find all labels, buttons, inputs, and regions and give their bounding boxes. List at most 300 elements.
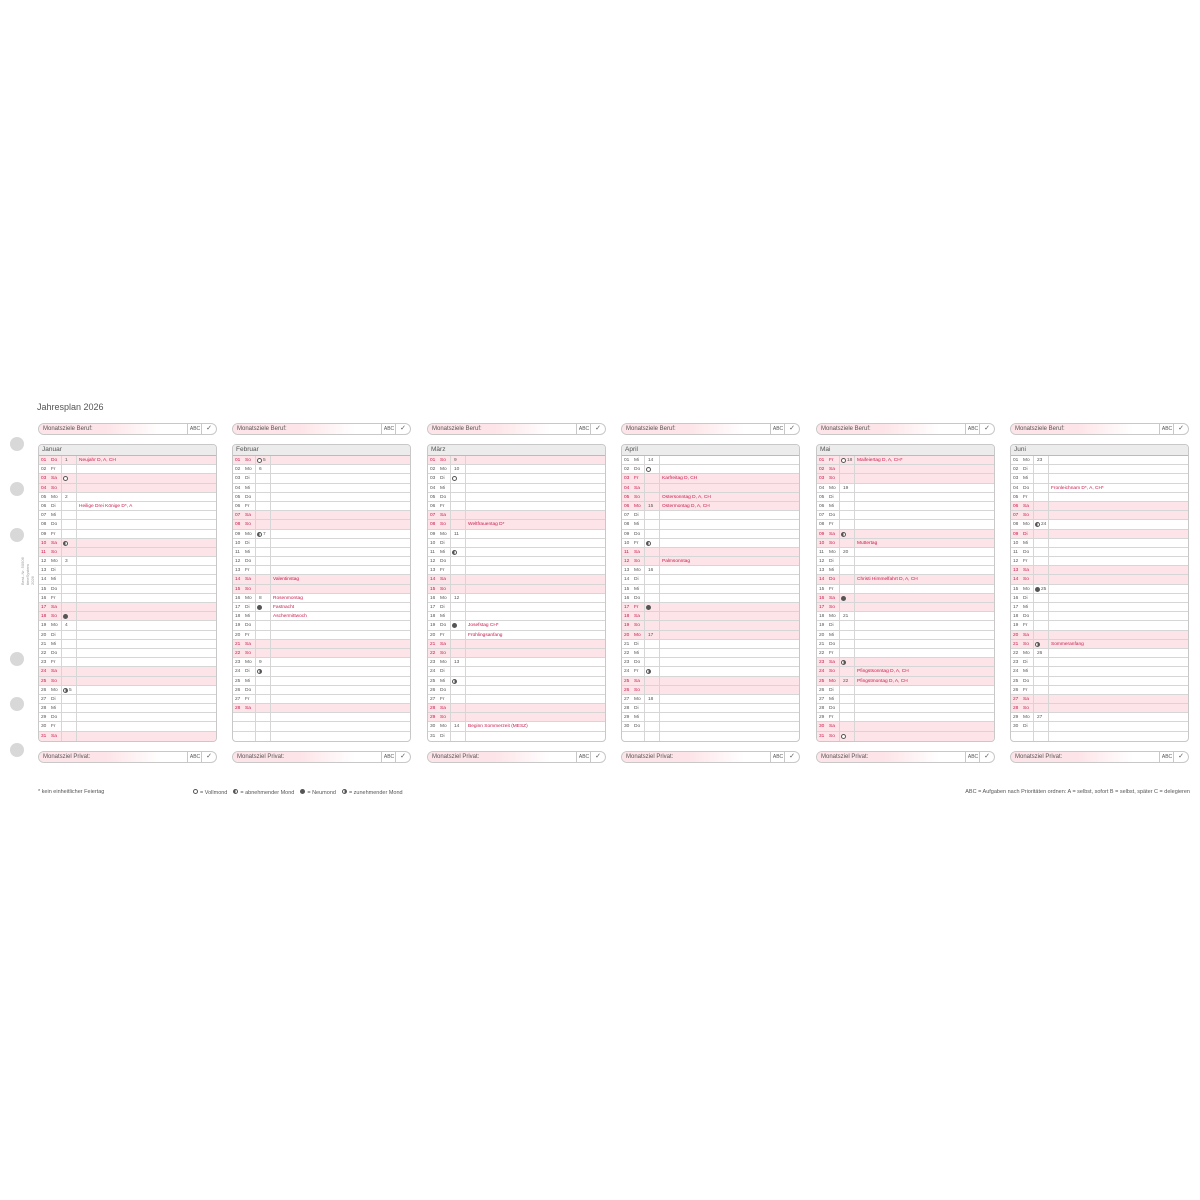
week-cell [839,667,855,675]
day-row[interactable] [39,722,216,731]
day-row[interactable] [233,658,410,667]
day-row[interactable] [39,649,216,658]
weekday: Mi [245,485,251,491]
day-row[interactable] [622,658,799,667]
legend-label: = abnehmender Mond [240,789,295,796]
day-row[interactable] [817,677,994,686]
day-row[interactable] [817,603,994,612]
day-row[interactable] [39,520,216,529]
day-row[interactable] [428,722,605,731]
day-row[interactable] [1011,603,1188,612]
weekday: Di [1023,531,1028,537]
day-number: 14 [1013,577,1019,583]
day-number: 07 [235,513,241,519]
day-row[interactable] [428,557,605,566]
day-row[interactable] [428,566,605,575]
day-row[interactable] [39,713,216,722]
check-box[interactable]: ✓ [784,752,799,762]
week-number: 4 [65,623,68,629]
weekday: Di [829,623,834,629]
day-row[interactable] [817,695,994,704]
goal-privat-field[interactable] [816,751,995,763]
day-number: 12 [819,559,825,565]
day-row[interactable] [1011,640,1188,649]
day-row[interactable] [428,621,605,630]
day-row[interactable] [1011,612,1188,621]
day-row[interactable] [622,484,799,493]
weekday: Mo [634,632,641,638]
check-box[interactable]: ✓ [1173,752,1188,762]
day-row[interactable] [817,704,994,713]
weekday: Do [634,467,641,473]
day-row[interactable] [39,621,216,630]
week-number: 15 [648,503,654,509]
goal-beruf-field[interactable] [427,423,606,435]
day-row[interactable] [428,520,605,529]
month-grid [621,444,800,742]
day-row[interactable] [622,686,799,695]
day-row[interactable] [817,667,994,676]
empty-row[interactable] [233,732,410,741]
day-row[interactable] [428,704,605,713]
day-row[interactable] [233,695,410,704]
day-number: 07 [1013,513,1019,519]
goal-beruf-field[interactable] [621,423,800,435]
day-row[interactable] [39,484,216,493]
weekday: Fr [1023,687,1028,693]
day-row[interactable] [1011,677,1188,686]
abc-priority-box[interactable]: ABC [770,424,785,434]
check-box[interactable]: ✓ [395,424,410,434]
day-row[interactable] [1011,695,1188,704]
day-row[interactable] [817,465,994,474]
day-row[interactable] [39,575,216,584]
day-row[interactable] [39,539,216,548]
weekday: Mi [634,586,640,592]
day-row[interactable] [428,484,605,493]
week-cell [450,566,466,574]
day-row[interactable] [1011,594,1188,603]
week-cell [61,704,77,712]
goal-beruf-field[interactable] [38,423,217,435]
day-row[interactable] [39,686,216,695]
day-row[interactable] [233,530,410,539]
weekday: Sa [1023,503,1029,509]
weekday: Do [51,458,58,463]
day-row[interactable] [428,474,605,483]
abc-priority-box[interactable]: ABC [187,752,202,762]
day-row[interactable] [1011,658,1188,667]
day-row[interactable] [817,566,994,575]
day-row[interactable] [817,658,994,667]
day-row[interactable] [233,649,410,658]
day-row[interactable] [817,612,994,621]
day-row[interactable] [428,612,605,621]
day-row[interactable] [1011,566,1188,575]
check-box[interactable]: ✓ [590,752,605,762]
day-row[interactable] [428,493,605,502]
day-row[interactable] [817,474,994,483]
day-row[interactable] [428,695,605,704]
day-row[interactable] [233,686,410,695]
day-row[interactable] [428,456,605,465]
week-cell [839,649,855,657]
day-row[interactable] [39,732,216,741]
empty-row[interactable] [233,722,410,731]
day-row[interactable] [1011,631,1188,640]
day-row[interactable] [233,474,410,483]
check-box[interactable]: ✓ [395,752,410,762]
day-row[interactable] [428,530,605,539]
event-label: Frühlingsanfang [468,632,503,638]
day-row[interactable] [233,575,410,584]
day-row[interactable] [428,631,605,640]
day-row[interactable] [817,686,994,695]
day-row[interactable] [1011,621,1188,630]
weekday: Sa [829,724,835,730]
day-row[interactable] [1011,575,1188,584]
day-row[interactable] [817,484,994,493]
week-cell [839,621,855,629]
day-row[interactable] [39,548,216,557]
day-row[interactable] [622,530,799,539]
week-cell [1033,667,1049,675]
day-row[interactable] [622,548,799,557]
week-cell [61,631,77,639]
check-box[interactable]: ✓ [1173,424,1188,434]
day-row[interactable] [233,640,410,649]
day-number: 22 [819,650,825,656]
day-row[interactable] [428,603,605,612]
day-row[interactable] [1011,704,1188,713]
day-number: 08 [624,522,630,528]
week-number: 8 [259,595,262,601]
day-number: 21 [819,641,825,647]
check-box[interactable]: ✓ [201,424,216,434]
day-row[interactable] [428,539,605,548]
day-row[interactable] [39,502,216,511]
day-row[interactable] [622,575,799,584]
day-row[interactable] [1011,456,1188,465]
day-row[interactable] [39,474,216,483]
day-row[interactable] [428,465,605,474]
day-row[interactable] [233,566,410,575]
goal-beruf-field[interactable] [232,423,411,435]
day-row[interactable] [622,511,799,520]
event-label: Sommeranfang [1051,641,1084,647]
day-row[interactable] [622,603,799,612]
day-row[interactable] [817,493,994,502]
abc-priority-box[interactable]: ABC [381,752,396,762]
day-row[interactable] [233,612,410,621]
day-row[interactable] [233,677,410,686]
day-row[interactable] [817,722,994,731]
day-row[interactable] [428,677,605,686]
goal-privat-field[interactable] [232,751,411,763]
day-row[interactable] [622,640,799,649]
day-number: 11 [430,549,435,555]
abc-priority-box[interactable]: ABC [576,752,591,762]
day-row[interactable] [233,465,410,474]
day-row[interactable] [817,548,994,557]
day-row[interactable] [428,640,605,649]
weekday: Sa [51,540,57,546]
weekday: Sa [440,513,446,519]
day-row[interactable] [233,621,410,630]
weekday: Do [1023,614,1030,620]
day-number: 06 [41,503,47,509]
event-label: Heilige Drei Könige D*, A [79,503,133,509]
weekday: Sa [51,733,57,739]
week-cell [1033,612,1049,620]
week-cell [255,585,271,593]
day-row[interactable] [1011,649,1188,658]
day-row[interactable] [233,667,410,676]
day-row[interactable] [428,649,605,658]
day-row[interactable] [622,474,799,483]
day-row[interactable] [622,585,799,594]
day-row[interactable] [39,557,216,566]
day-row[interactable] [817,585,994,594]
abc-priority-box[interactable]: ABC [770,752,785,762]
day-row[interactable] [233,484,410,493]
day-row[interactable] [39,594,216,603]
day-row[interactable] [428,686,605,695]
day-row[interactable] [1011,667,1188,676]
day-row[interactable] [1011,465,1188,474]
day-row[interactable] [233,557,410,566]
day-row[interactable] [39,530,216,539]
day-row[interactable] [233,585,410,594]
week-cell [450,713,466,721]
day-row[interactable] [39,667,216,676]
day-row[interactable] [428,658,605,667]
day-row[interactable] [817,456,994,465]
day-number: 29 [41,715,47,721]
day-number: 10 [624,540,630,546]
weekday: Mi [829,632,835,638]
day-row[interactable] [622,704,799,713]
day-number: 16 [235,595,241,601]
day-number: 09 [41,531,47,537]
full-moon-icon [841,734,846,739]
day-row[interactable] [817,557,994,566]
day-row[interactable] [817,594,994,603]
day-number: 21 [41,641,47,647]
day-row[interactable] [39,566,216,575]
day-row[interactable] [428,667,605,676]
month-column [816,423,995,763]
week-number: 23 [1037,458,1043,463]
day-row[interactable] [39,493,216,502]
day-row[interactable] [428,732,605,741]
day-row[interactable] [1011,520,1188,529]
day-row[interactable] [428,548,605,557]
day-row[interactable] [39,677,216,686]
day-row[interactable] [817,631,994,640]
day-row[interactable] [39,603,216,612]
week-number: 21 [843,614,849,620]
day-number: 17 [41,605,47,610]
day-row[interactable] [622,722,799,731]
day-row[interactable] [622,456,799,465]
day-row[interactable] [1011,484,1188,493]
day-row[interactable] [622,677,799,686]
day-row[interactable] [622,649,799,658]
day-row[interactable] [233,511,410,520]
day-row[interactable] [622,621,799,630]
abc-priority-box[interactable]: ABC [576,424,591,434]
day-row[interactable] [1011,557,1188,566]
day-row[interactable] [39,456,216,465]
day-row[interactable] [817,732,994,741]
day-row[interactable] [233,603,410,612]
day-row[interactable] [428,594,605,603]
day-row[interactable] [1011,686,1188,695]
day-row[interactable] [39,612,216,621]
day-row[interactable] [622,502,799,511]
day-row[interactable] [39,511,216,520]
day-number: 04 [624,485,630,491]
day-row[interactable] [428,575,605,584]
week-number: 5 [263,458,266,463]
day-row[interactable] [622,612,799,621]
day-number: 02 [819,467,825,473]
day-row[interactable] [1011,493,1188,502]
day-row[interactable] [817,539,994,548]
day-row[interactable] [817,575,994,584]
day-row[interactable] [428,511,605,520]
day-row[interactable] [622,713,799,722]
day-row[interactable] [1011,548,1188,557]
weekday: Mo [245,531,252,537]
goal-privat-field[interactable] [621,751,800,763]
day-row[interactable] [233,456,410,465]
day-row[interactable] [233,539,410,548]
day-row[interactable] [622,539,799,548]
day-row[interactable] [39,585,216,594]
day-row[interactable] [817,511,994,520]
weekday: Mo [1023,586,1030,592]
weekday: Mo [829,614,836,620]
day-row[interactable] [622,695,799,704]
day-row[interactable] [622,557,799,566]
goal-beruf-field[interactable] [816,423,995,435]
new-moon-icon [841,596,846,601]
day-row[interactable] [233,502,410,511]
day-number: 08 [235,522,241,528]
day-row[interactable] [39,695,216,704]
day-row[interactable] [817,502,994,511]
day-row[interactable] [233,594,410,603]
goal-privat-field[interactable] [38,751,217,763]
day-row[interactable] [1011,585,1188,594]
day-row[interactable] [39,704,216,713]
goal-beruf-field[interactable] [1010,423,1189,435]
day-row[interactable] [428,502,605,511]
day-row[interactable] [428,713,605,722]
check-box[interactable]: ✓ [784,424,799,434]
abc-priority-box[interactable]: ABC [965,424,980,434]
day-row[interactable] [817,649,994,658]
day-row[interactable] [1011,539,1188,548]
empty-row[interactable] [622,732,799,741]
empty-row[interactable] [1011,732,1188,741]
day-row[interactable] [817,713,994,722]
event-label: Neujahr D, A, CH [79,458,116,463]
check-box[interactable]: ✓ [979,752,994,762]
day-row[interactable] [1011,713,1188,722]
day-row[interactable] [817,621,994,630]
day-row[interactable] [233,631,410,640]
abc-priority-box[interactable]: ABC [1159,752,1174,762]
week-cell [1033,603,1049,611]
day-row[interactable] [622,667,799,676]
day-row[interactable] [39,640,216,649]
day-row[interactable] [233,704,410,713]
week-cell [644,658,660,666]
day-row[interactable] [622,465,799,474]
check-box[interactable]: ✓ [201,752,216,762]
abc-priority-box[interactable]: ABC [381,424,396,434]
day-row[interactable] [39,465,216,474]
month-name: Mai [817,445,994,456]
weekday: Sa [245,641,251,647]
event-label: Maifeiertag D, A, CH* [857,458,903,463]
day-number: 26 [624,687,630,693]
day-row[interactable] [1011,722,1188,731]
check-box[interactable]: ✓ [590,424,605,434]
week-cell [61,732,77,741]
weekday: Di [829,687,834,693]
day-row[interactable] [1011,474,1188,483]
day-row[interactable] [1011,502,1188,511]
day-row[interactable] [622,520,799,529]
day-row[interactable] [1011,530,1188,539]
empty-row[interactable] [233,713,410,722]
legend-label: = zunehmender Mond [348,789,403,796]
day-row[interactable] [39,658,216,667]
event-label: Rosenmontag [273,595,303,601]
day-number: 14 [235,577,241,583]
day-row[interactable] [622,493,799,502]
day-row[interactable] [622,566,799,575]
abc-priority-box[interactable]: ABC [965,752,980,762]
weekday: Mi [51,513,57,519]
day-row[interactable] [817,520,994,529]
check-box[interactable]: ✓ [979,424,994,434]
day-row[interactable] [39,631,216,640]
goal-privat-field[interactable] [427,751,606,763]
day-row[interactable] [817,640,994,649]
day-number: 20 [430,632,436,638]
day-row[interactable] [622,631,799,640]
abc-priority-box[interactable]: ABC [187,424,202,434]
day-row[interactable] [1011,511,1188,520]
day-row[interactable] [233,520,410,529]
day-row[interactable] [428,585,605,594]
weekday: Di [1023,660,1028,666]
day-row[interactable] [233,493,410,502]
day-row[interactable] [622,594,799,603]
day-row[interactable] [817,530,994,539]
weekday: So [245,650,251,656]
day-number: 22 [41,650,47,656]
day-row[interactable] [233,548,410,557]
weekday: So [1023,641,1029,647]
goal-privat-field[interactable] [1010,751,1189,763]
abc-priority-box[interactable]: ABC [1159,424,1174,434]
